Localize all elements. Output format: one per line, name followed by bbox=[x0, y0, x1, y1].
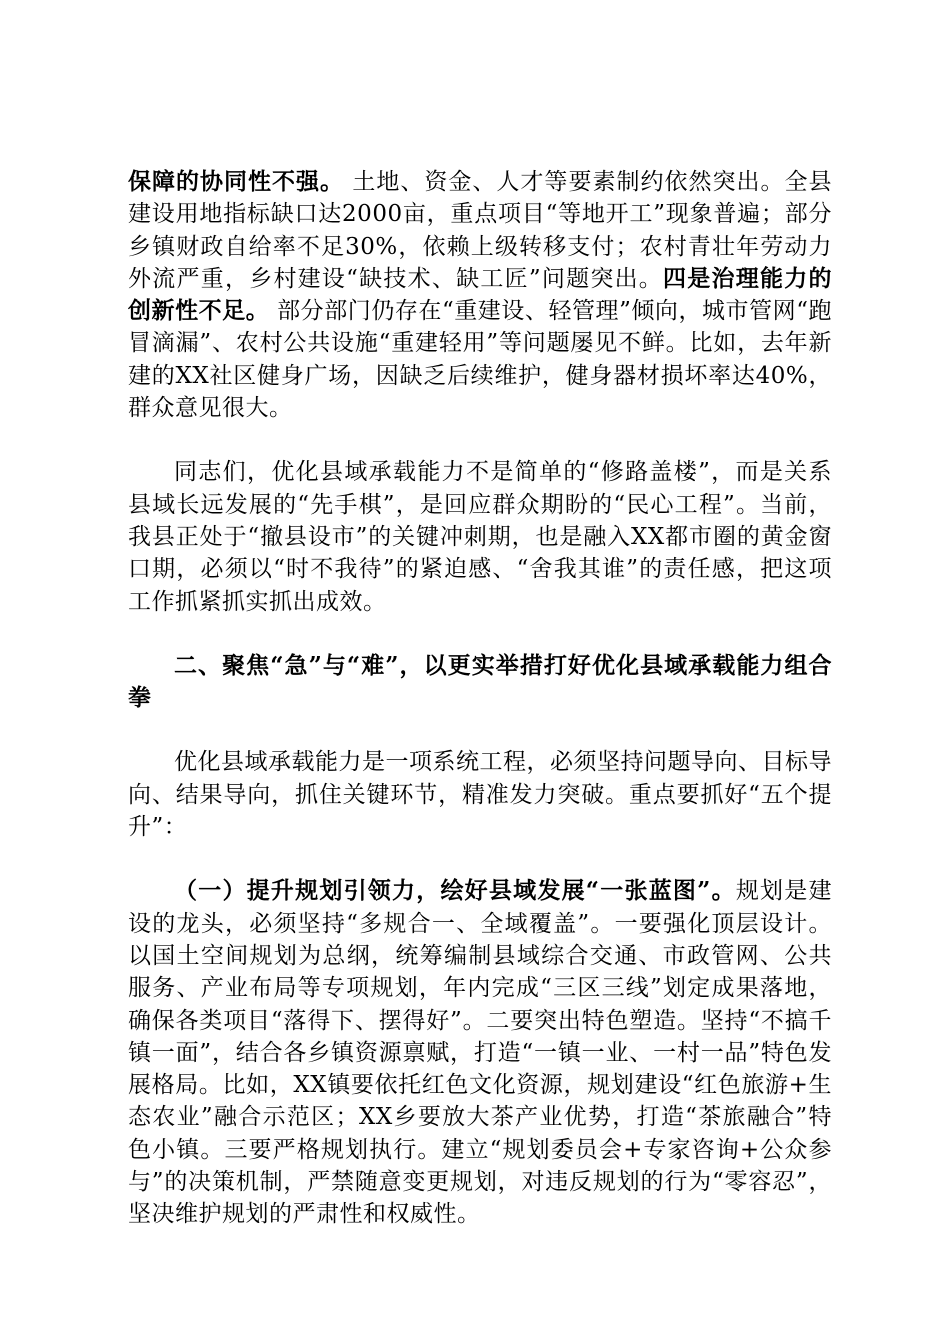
bold-phrase-coordination: 保障的协同性不强。 bbox=[128, 168, 345, 195]
document-page bbox=[128, 166, 832, 1231]
paragraph-planning bbox=[128, 875, 832, 1230]
paragraph-text: 规划是建设的龙头，必须坚持“多规合一、全域覆盖”。一要强化顶层设计。以国土空间规划为总纲，统筹编制县域综合交通、市政管网、公共服务、产业布局等专项规划，年内完成“三区三线”划定成果落地，确保各类项目“落得下、摆得好”。二要突出特色塑造。坚持“不搞千镇一面”，结合各乡镇资源禀赋，打造“一镇一业、一村一品”特色发展格局。比如，XX镇要依托红色文化资源，规划建设“红色旅游+生态农业”融合示范区；XX乡要放大茶产业优势，打造“茶旅融合”特色小镇。三要严格规划执行。建立“规划委员会+专家咨询+公众参与”的决策机制，严禁随意变更规划，对违反规划的行为“零容忍”，坚决维护规划的严肃性和权威性。 bbox=[128, 878, 832, 1228]
subheading-planning: （一）提升规划引领力，绘好县域发展“一张蓝图”。 bbox=[174, 877, 736, 905]
section-heading-2: 二、聚焦“急”与“难”，以更实举措打好优化县域承载能力组合拳 bbox=[128, 651, 832, 712]
paragraph-text: 部分部门仍存在“重建设、轻管理”倾向，城市管网“跑冒滴漏”、农村公共设施“重建轻用”等问题屡见不鲜。比如，去年新建的XX社区健身广场，因缺乏后续维护，健身器材损坏率达40%，群众意见很大。 bbox=[128, 298, 833, 422]
bold-phrase-governance: 四是治理能力的创新性不足。 bbox=[128, 264, 832, 325]
paragraph-comrades: 同志们，优化县域承载能力不是简单的“修路盖楼”，而是关系县域长远发展的“先手棋”，是回应群众期盼的“民心工程”。当前，我县正处于“撤县设市”的关键冲刺期，也是融入XX都市圈的黄金窗口期，必须以“时不我待”的紧迫感、“舍我其谁”的责任感，把这项工作抓紧抓实抓出成效。 bbox=[128, 459, 832, 615]
paragraph-five-improvements: 优化县域承载能力是一项系统工程，必须坚持问题导向、目标导向、结果导向，抓住关键环节，精准发力突破。重点要抓好“五个提升”： bbox=[128, 749, 832, 841]
paragraph-problems-continued bbox=[128, 166, 832, 424]
paragraph-text: 土地、资金、人才等要素制约依然突出。全县建设用地指标缺口达2000亩，重点项目“等地开工”现象普遍；部分乡镇财政自给率不足30%，依赖上级转移支付；农村青壮年劳动力外流严重，乡村建设“缺技术、缺工匠”问题突出。 bbox=[128, 169, 833, 292]
